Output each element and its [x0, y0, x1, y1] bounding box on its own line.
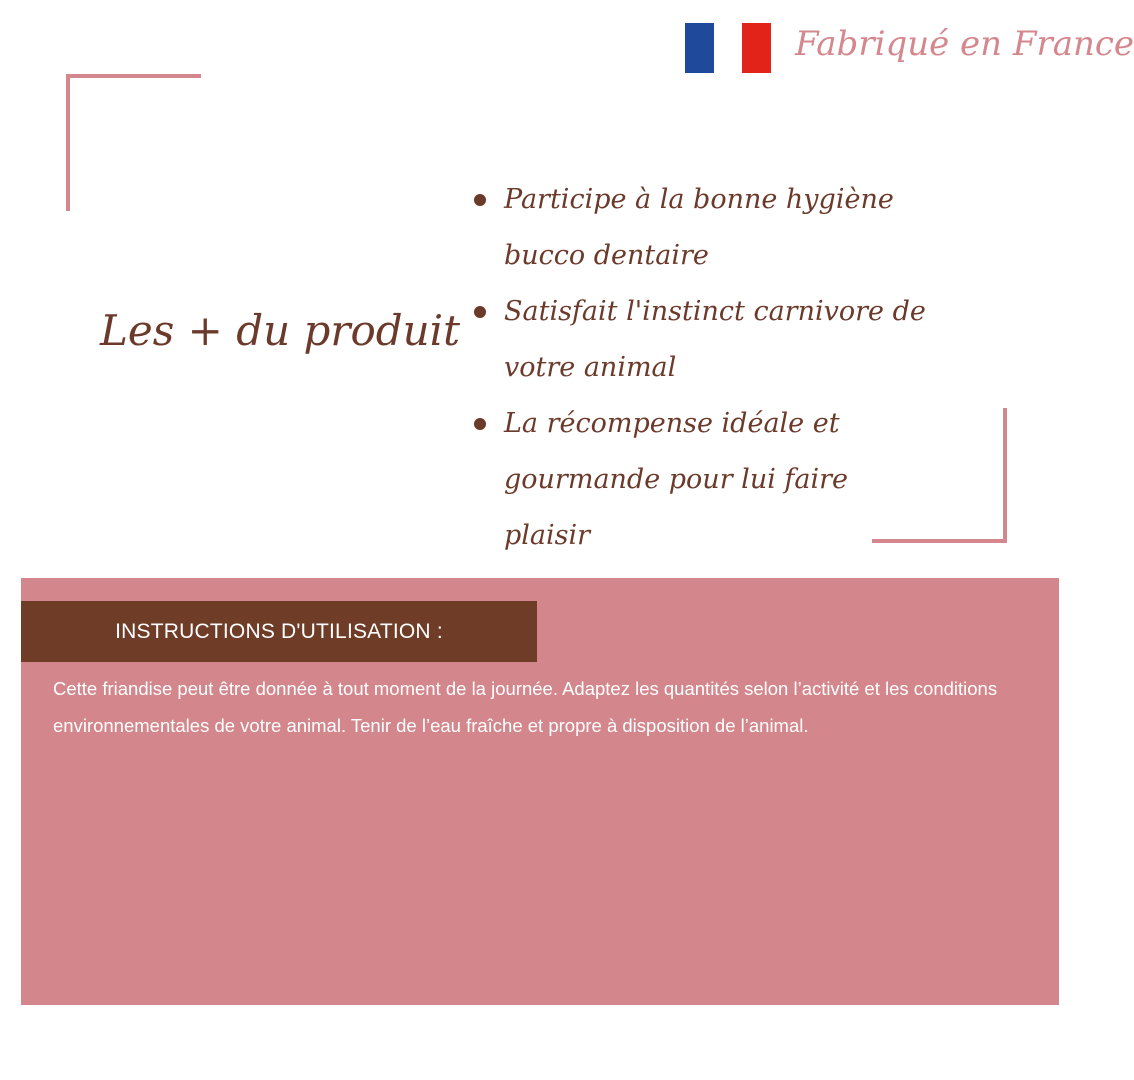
benefit-label: Participe à la bonne hygiène bucco dentaire: [504, 184, 894, 271]
benefit-item: [470, 396, 940, 564]
benefits-list: [470, 172, 940, 564]
france-flag-icon: [685, 23, 771, 73]
bullet-dot-icon: [474, 418, 486, 430]
corner-top-left-vertical: [66, 74, 70, 211]
bullet-dot-icon: [474, 194, 486, 206]
benefit-label: Satisfait l'instinct carnivore de votre animal: [504, 296, 926, 383]
instructions-body: Cette friandise peut être donnée à tout moment de la journée. Adaptez les quantités selon l’activité et les conditions environnementales de votre animal. Tenir de l’eau fraîche et propre à disposition de l’animal.: [53, 678, 998, 736]
instructions-title-bar: [21, 601, 537, 662]
benefits-title: Les + du produit: [100, 306, 460, 355]
benefit-item: [470, 172, 940, 284]
flag-stripe-red: [742, 23, 771, 73]
instructions-title: INSTRUCTIONS D'UTILISATION :: [115, 619, 443, 643]
bullet-dot-icon: [474, 306, 486, 318]
benefit-label: La récompense idéale et gourmande pour lui faire plaisir: [504, 408, 849, 551]
flag-stripe-white: [714, 23, 743, 73]
flag-stripe-blue: [685, 23, 714, 73]
benefit-item: [470, 284, 940, 396]
corner-bottom-right-vertical: [1003, 408, 1007, 543]
corner-top-left-horizontal: [66, 74, 201, 78]
made-in-france-label: Fabriqué en France: [795, 24, 1134, 64]
